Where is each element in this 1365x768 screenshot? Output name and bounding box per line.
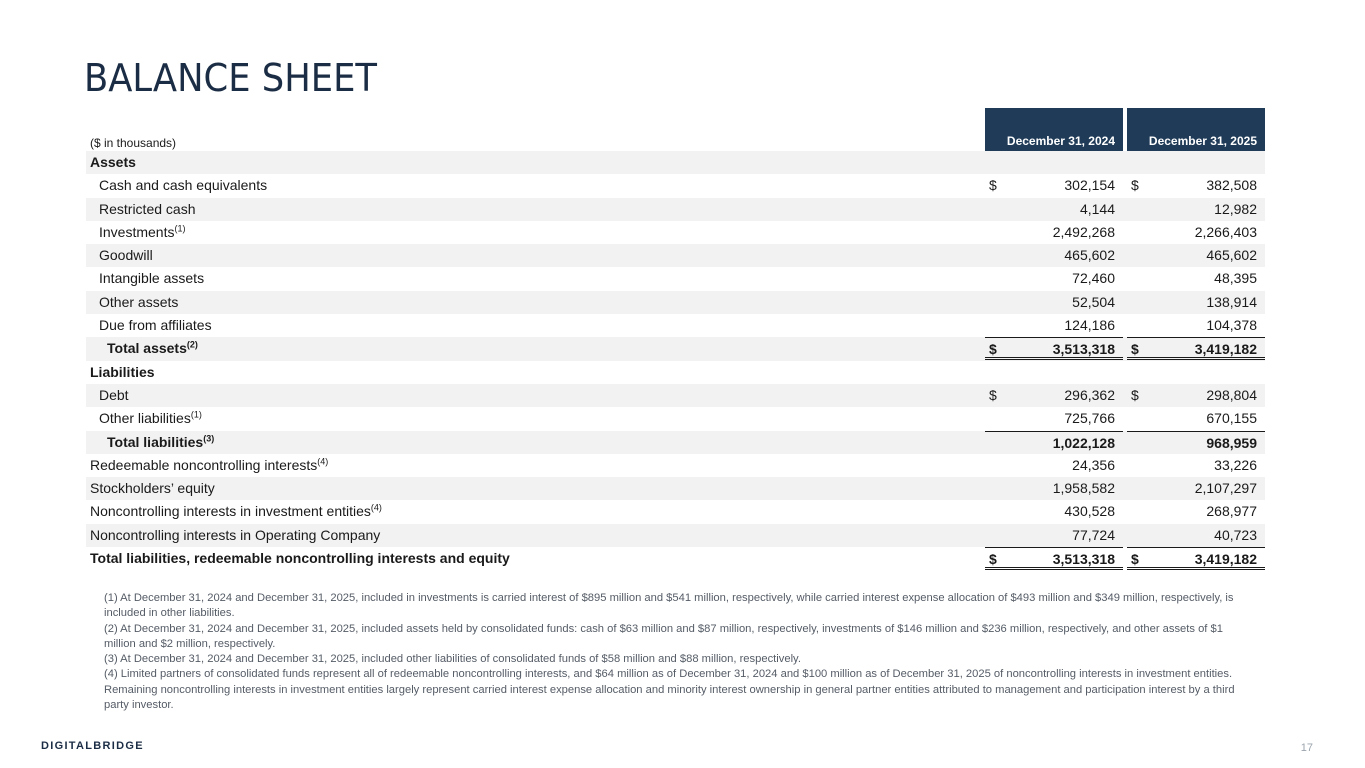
- row-label: [90, 361, 155, 384]
- cell-value: 24,356: [1072, 456, 1115, 473]
- row-label-text: Intangible assets: [99, 270, 205, 287]
- units-label: ($ in thousands): [90, 136, 177, 150]
- row-label-text: Total assets: [107, 340, 187, 357]
- value-2024: [985, 524, 1123, 547]
- footnote: (2) At December 31, 2024 and December 31, 2025, included assets held by consolidated funds: cash of $63 million and $87 million, respectively, investments of $146 million and $236 million, respectively, and other assets of $1 million and $2 million, respectively.: [104, 622, 1223, 650]
- cell-value: 33,226: [1214, 456, 1257, 473]
- cell-value: 138,914: [1206, 293, 1257, 310]
- cell-value: 2,492,268: [1052, 223, 1115, 240]
- value-2025: [1127, 337, 1265, 360]
- value-2025: [1127, 407, 1265, 430]
- value-2024: [985, 337, 1123, 360]
- column-header-2024: December 31, 2024: [985, 108, 1123, 151]
- currency-symbol: $: [989, 177, 997, 194]
- value-2025: [1127, 291, 1265, 314]
- table-row: [86, 384, 1265, 407]
- value-2024: [985, 454, 1123, 477]
- row-label: [90, 547, 510, 570]
- value-2025: [1127, 314, 1265, 337]
- cell-value: 48,395: [1214, 270, 1257, 287]
- cell-value: 268,977: [1206, 503, 1257, 520]
- value-2025: [1127, 151, 1265, 174]
- cell-value: 296,362: [1064, 386, 1115, 403]
- footnote-ref: (1): [174, 223, 186, 234]
- value-2024: [985, 361, 1123, 384]
- table-row: [86, 454, 1265, 477]
- footnotes: [104, 591, 1254, 713]
- currency-symbol: $: [1131, 386, 1139, 403]
- cell-value: 40,723: [1214, 526, 1257, 543]
- row-label-text: Stockholders’ equity: [90, 480, 215, 497]
- cell-value: 3,419,182: [1194, 551, 1257, 568]
- cell-value: 382,508: [1206, 177, 1257, 194]
- cell-value: 430,528: [1064, 503, 1115, 520]
- value-2024: [985, 174, 1123, 197]
- footnote: (3) At December 31, 2024 and December 31, 2025, included other liabilities of consolidated funds of $58 million and $88 million, respectively.: [104, 653, 801, 666]
- cell-value: 302,154: [1064, 177, 1115, 194]
- row-label: [90, 524, 380, 547]
- row-label: [107, 431, 214, 454]
- cell-value: 124,186: [1064, 317, 1115, 334]
- cell-value: 1,022,128: [1052, 434, 1115, 451]
- row-label: [90, 454, 328, 477]
- value-2024: [985, 431, 1123, 454]
- value-2025: [1127, 267, 1265, 290]
- footnote-ref: (4): [370, 502, 382, 513]
- footnote-ref: (3): [203, 432, 215, 443]
- cell-value: 465,602: [1064, 247, 1115, 264]
- row-label-text: Debt: [99, 386, 129, 403]
- table-row: [86, 151, 1265, 174]
- cell-value: 4,144: [1079, 200, 1115, 217]
- table-row: [86, 198, 1265, 221]
- cell-value: 72,460: [1072, 270, 1115, 287]
- table-row: [86, 174, 1265, 197]
- row-label-text: Liabilities: [90, 363, 155, 380]
- value-2024: [985, 477, 1123, 500]
- company-logo: DIGITALBRIDGE: [41, 740, 144, 752]
- value-2024: [985, 547, 1123, 570]
- cell-value: 104,378: [1206, 317, 1257, 334]
- row-label: [99, 198, 195, 221]
- value-2025: [1127, 477, 1265, 500]
- row-label-text: Restricted cash: [99, 200, 196, 217]
- cell-value: 725,766: [1064, 410, 1115, 427]
- value-2025: [1127, 244, 1265, 267]
- row-label: [90, 477, 215, 500]
- value-2024: [985, 151, 1123, 174]
- row-label-text: Assets: [90, 154, 136, 170]
- value-2025: [1127, 198, 1265, 221]
- currency-symbol: $: [989, 386, 997, 403]
- row-label-text: Investments: [99, 223, 175, 240]
- balance-sheet-table: [86, 151, 1265, 570]
- table-row: [86, 291, 1265, 314]
- table-row: [86, 407, 1265, 430]
- value-2024: [985, 314, 1123, 337]
- row-label-text: Noncontrolling interests in investment entities: [90, 503, 371, 520]
- value-2025: [1127, 431, 1265, 454]
- row-label-text: Goodwill: [99, 247, 153, 264]
- row-label: [99, 314, 212, 337]
- footnote-ref: (4): [317, 456, 329, 467]
- cell-value: 298,804: [1206, 386, 1257, 403]
- value-2025: [1127, 547, 1265, 570]
- value-2025: [1127, 361, 1265, 384]
- currency-symbol: $: [1131, 177, 1139, 194]
- value-2024: [985, 267, 1123, 290]
- row-label-text: Redeemable noncontrolling interests: [90, 456, 318, 473]
- value-2025: [1127, 524, 1265, 547]
- cell-value: 77,724: [1072, 526, 1115, 543]
- footnote: (4) Limited partners of consolidated funds represent all of redeemable noncontrolling interests, and $64 million as of December 31, 2024 and $100 million as of December 31, 2025 of noncontrolling interests in investment entities. Remaining noncontrolling interests in investment entities largely represent carried interest expense allocation and minority interest ownership in general partner entities attributed to management and participation interest by a third party investor.: [104, 668, 1235, 712]
- value-2024: [985, 384, 1123, 407]
- cell-value: 2,266,403: [1194, 223, 1257, 240]
- value-2025: [1127, 221, 1265, 244]
- table-row: [86, 267, 1265, 290]
- value-2024: [985, 198, 1123, 221]
- table-row: [86, 547, 1265, 570]
- footnote-ref: (2): [186, 339, 198, 350]
- table-row: [86, 314, 1265, 337]
- row-label: [99, 267, 204, 290]
- table-row: [86, 337, 1265, 360]
- table-row: [86, 524, 1265, 547]
- value-2024: [985, 244, 1123, 267]
- row-label-text: Due from affiliates: [99, 317, 212, 334]
- value-2024: [985, 407, 1123, 430]
- row-label: [90, 500, 382, 523]
- cell-value: 3,419,182: [1194, 341, 1257, 358]
- row-label-text: Other liabilities: [99, 410, 191, 427]
- cell-value: 52,504: [1072, 293, 1115, 310]
- table-row: [86, 244, 1265, 267]
- cell-value: 3,513,318: [1052, 551, 1115, 568]
- row-label-text: Total liabilities, redeemable noncontrolling interests and equity: [90, 550, 510, 567]
- table-row: [86, 477, 1265, 500]
- row-label: [99, 221, 185, 244]
- value-2024: [985, 500, 1123, 523]
- page-title: BALANCE SHEET: [84, 56, 378, 100]
- value-2024: [985, 221, 1123, 244]
- value-2025: [1127, 174, 1265, 197]
- row-label: [90, 151, 136, 174]
- footnote-ref: (1): [190, 409, 202, 420]
- row-label: [99, 174, 267, 197]
- value-2025: [1127, 500, 1265, 523]
- currency-symbol: $: [989, 341, 997, 358]
- page-number: 17: [1300, 742, 1313, 754]
- table-row: [86, 221, 1265, 244]
- currency-symbol: $: [1131, 341, 1139, 358]
- currency-symbol: $: [1131, 551, 1139, 568]
- value-2024: [985, 291, 1123, 314]
- row-label: [99, 384, 129, 407]
- value-2025: [1127, 384, 1265, 407]
- row-label-text: Noncontrolling interests in Operating Company: [90, 526, 381, 543]
- footnote: (1) At December 31, 2024 and December 31, 2025, included in investments is carried interest of $895 million and $541 million, respectively, while carried interest expense allocation of $493 million and $349 million, respectively, is included in other liabilities.: [104, 592, 1234, 620]
- cell-value: 3,513,318: [1052, 341, 1115, 358]
- value-2025: [1127, 454, 1265, 477]
- row-label-text: Total liabilities: [107, 433, 204, 450]
- row-label: [99, 244, 153, 267]
- cell-value: 12,982: [1214, 200, 1257, 217]
- cell-value: 670,155: [1206, 410, 1257, 427]
- row-label: [107, 337, 198, 360]
- table-row: [86, 361, 1265, 384]
- currency-symbol: $: [989, 551, 997, 568]
- row-label: [99, 291, 178, 314]
- cell-value: 465,602: [1206, 247, 1257, 264]
- row-label: [99, 407, 202, 430]
- cell-value: 1,958,582: [1052, 480, 1115, 497]
- row-label-text: Other assets: [99, 293, 179, 310]
- cell-value: 968,959: [1206, 434, 1257, 451]
- row-label-text: Cash and cash equivalents: [99, 177, 268, 194]
- table-row: [86, 500, 1265, 523]
- column-header-2025: December 31, 2025: [1127, 108, 1265, 151]
- cell-value: 2,107,297: [1194, 480, 1257, 497]
- table-row: [86, 431, 1265, 454]
